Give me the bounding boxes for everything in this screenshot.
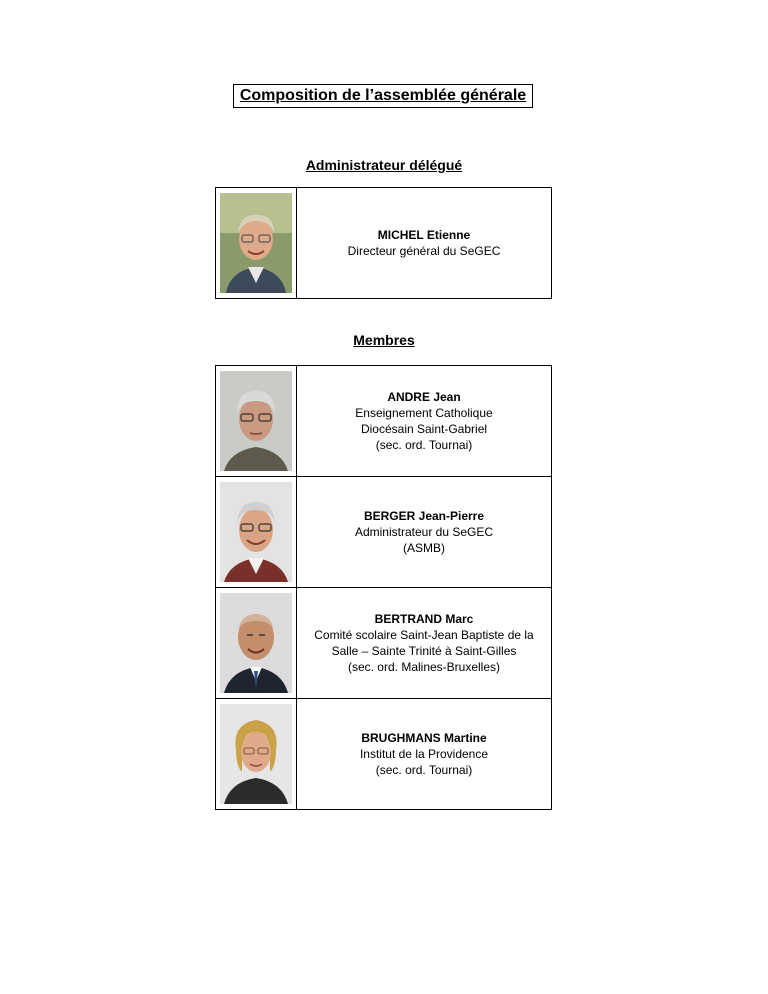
person-info [297,477,552,588]
portrait-photo [220,193,292,293]
photo-cell [216,366,297,477]
person-role: (sec. ord. Malines-Bruxelles) [347,660,501,674]
person-role: Enseignement Catholique [355,406,493,420]
person-info [297,188,552,299]
admin-table [215,187,552,299]
person-role: Salle – Sainte Trinité à Saint-Gilles [331,644,517,658]
portrait-photo [220,704,292,804]
person-name: BRUGHMANS Martine [361,731,487,745]
table-row [216,188,552,299]
person-name: BERGER Jean-Pierre [363,509,485,523]
table-row [216,477,552,588]
person-info [297,588,552,699]
portrait-photo [220,593,292,693]
person-role: Diocésain Saint-Gabriel [360,422,488,436]
person-role: Comité scolaire Saint-Jean Baptiste de la [314,628,534,642]
section-heading-members: Membres [353,332,415,348]
page-title: Composition de l’assemblée générale [233,84,533,108]
person-info [297,699,552,810]
section-heading-admin: Administrateur délégué [305,157,463,173]
photo-cell [216,188,297,299]
table-row [216,366,552,477]
person-info [297,366,552,477]
photo-cell [216,588,297,699]
table-row [216,588,552,699]
person-name: ANDRE Jean [387,390,461,404]
person-role: (sec. ord. Tournai) [375,438,473,452]
person-role: (sec. ord. Tournai) [375,763,473,777]
members-table [215,365,552,810]
person-role: Institut de la Providence [359,747,489,761]
photo-cell [216,477,297,588]
portrait-photo [220,482,292,582]
person-role: Administrateur du SeGEC [354,525,494,539]
person-name: MICHEL Etienne [377,228,471,242]
person-role: (ASMB) [403,541,445,555]
person-name: BERTRAND Marc [374,612,474,626]
photo-cell [216,699,297,810]
portrait-photo [220,371,292,471]
table-row [216,699,552,810]
person-role: Directeur général du SeGEC [347,244,501,258]
